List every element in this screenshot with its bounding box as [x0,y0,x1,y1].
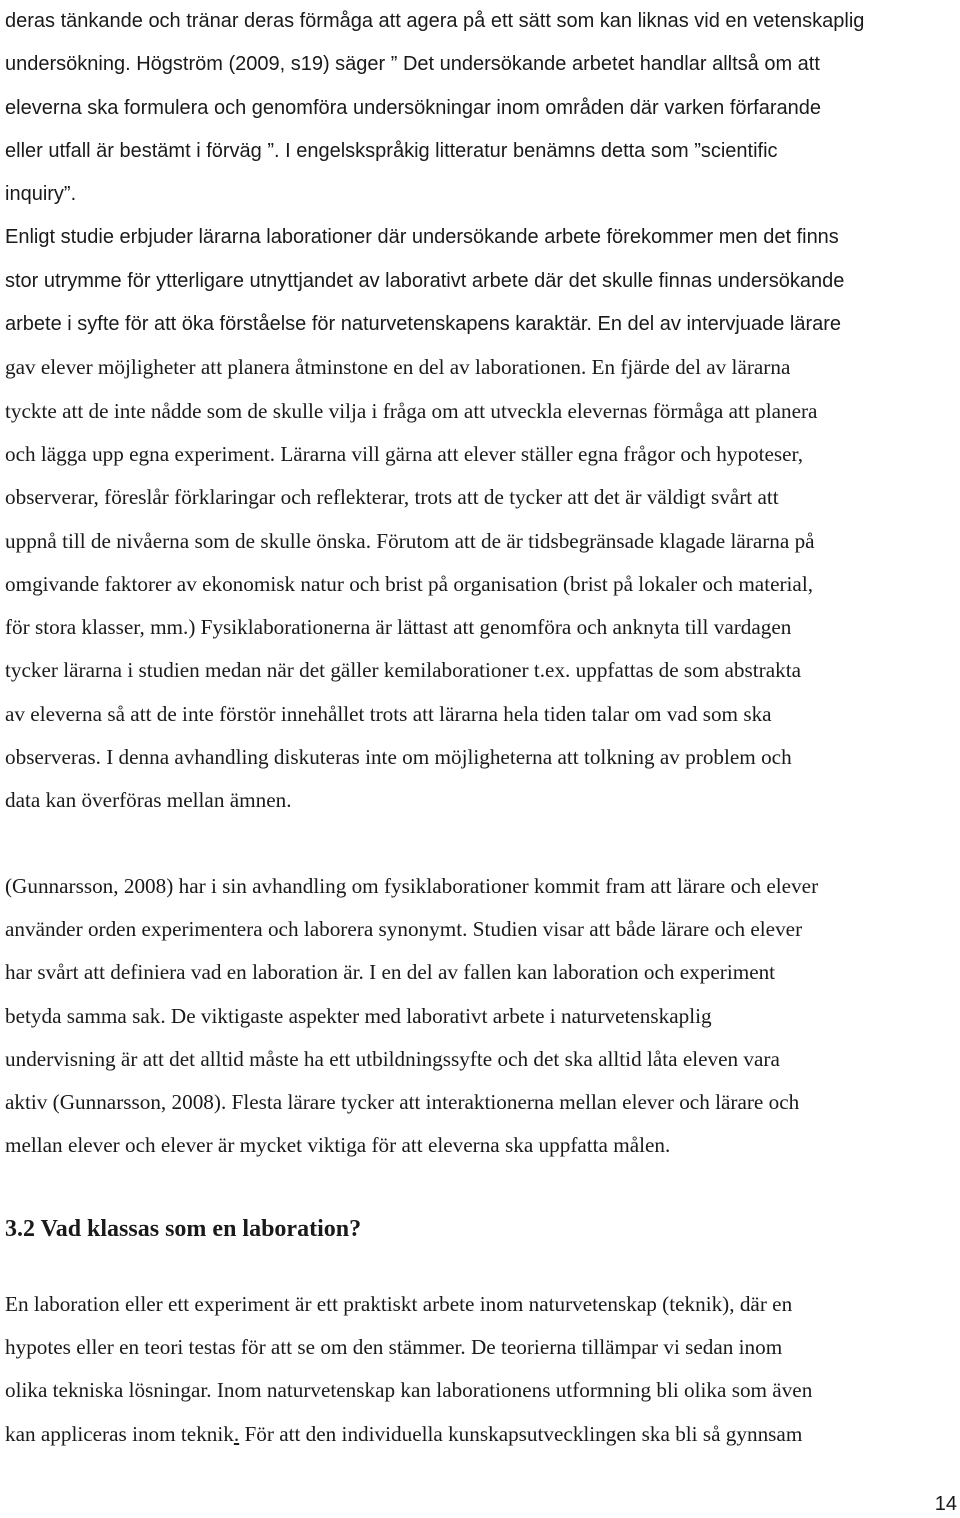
text-line: använder orden experimentera och laborera synonymt. Studien visar att både lärare och elever [5,916,803,941]
section-heading: 3.2 Vad klassas som en laboration? [5,1215,362,1242]
text-line: och lägga upp egna experiment. Lärarna vill gärna att elever ställer egna frågor och hypoteser, [5,441,804,466]
text-line: eleverna ska formulera och genomföra undersökningar inom områden där varken förfarande [5,96,822,119]
text-line: arbete i syfte för att öka förståelse för naturvetenskapens karaktär. En del av intervjuade lärare [5,313,842,336]
text-line: En laboration eller ett experiment är ett praktiskt arbete inom naturvetenskap (teknik), där en [5,1291,793,1316]
underlined-period: . [233,1421,240,1446]
text-line: observerar, föreslår förklaringar och reflekterar, trots att de tycker att det är väldigt svårt att [5,485,779,510]
text-line: inquiry”. [5,183,77,206]
text-line: av eleverna så att de inte förstör innehållet trots att lärarna hela tiden talar om vad som ska [5,701,772,726]
text-line: tycker lärarna i studien medan när det gäller kemilaborationer t.ex. uppfattas de som abstrakta [5,658,801,683]
paragraph-study-findings [5,216,957,822]
text-line: betyda samma sak. De viktigaste aspekter med laborativt arbete i naturvetenskaplig [5,1003,712,1028]
text-line: för stora klasser, mm.) Fysiklaborationerna är lättast att genomföra och anknyta till vardagen [5,615,792,640]
text-line: observeras. I denna avhandling diskuteras inte om möjligheterna att tolkning av problem och [5,745,792,770]
text-line: hypotes eller en teori testas för att se om den stämmer. De teorierna tillämpar vi sedan inom [5,1335,783,1360]
paragraph-intro [5,0,957,216]
text-fragment: För att den individuella kunskapsutvecklingen ska bli så gynnsam [239,1421,803,1446]
text-line: mellan elever och elever är mycket viktiga för att eleverna ska uppfatta målen. [5,1133,671,1158]
text-line: olika tekniska lösningar. Inom naturvetenskap kan laborationens utformning bli olika som även [5,1378,813,1403]
document-page [5,0,957,1456]
text-line: aktiv (Gunnarsson, 2008). Flesta lärare tycker att interaktionerna mellan elever och lärare och [5,1090,800,1115]
text-line: undervisning är att det alltid måste ha ett utbildningssyfte och det ska alltid låta eleven vara [5,1046,780,1071]
paragraph-spacer [5,823,957,865]
page-number: 14 [934,1493,957,1515]
text-fragment: kan appliceras inom teknik [5,1421,234,1446]
text-line: gav elever möjligheter att planera åtminstone en del av laborationen. En fjärde del av lärarna [5,355,791,380]
text-line: har svårt att definiera vad en laboration är. I en del av fallen kan laboration och experiment [5,960,776,985]
text-line-last [5,1413,957,1456]
text-line: undersökning. Högström (2009, s19) säger ” Det undersökande arbetet handlar alltså om att [5,53,820,76]
text-line: data kan överföras mellan ämnen. [5,788,292,813]
text-line: uppnå till de nivåerna som de skulle önska. Förutom att de är tidsbegränsade klagade lärarna på [5,528,815,553]
paragraph-spacer [5,1168,957,1208]
text-line: stor utrymme för ytterligare utnyttjandet av laborativt arbete där det skulle finnas undersökande [5,269,845,292]
text-line: eller utfall är bestämt i förväg ”. I engelskspråkig litteratur benämns detta som ”scientific [5,139,778,162]
paragraph-laboration-definition [5,1283,957,1456]
text-line: (Gunnarsson, 2008) har i sin avhandling om fysiklaborationer kommit fram att lärare och elever [5,873,819,898]
paragraph-spacer [5,1251,957,1283]
text-line: Enligt studie erbjuder lärarna laborationer där undersökande arbete förekommer men det finns [5,226,839,249]
text-line: omgivande faktorer av ekonomisk natur och brist på organisation (brist på lokaler och material, [5,571,814,596]
text-line: tyckte att de inte nådde som de skulle vilja i fråga om att utveckla elevernas förmåga att planera [5,398,818,423]
paragraph-gunnarsson [5,865,957,1168]
text-line: deras tänkande och tränar deras förmåga att agera på ett sätt som kan liknas vid en vetenskaplig [5,10,865,32]
